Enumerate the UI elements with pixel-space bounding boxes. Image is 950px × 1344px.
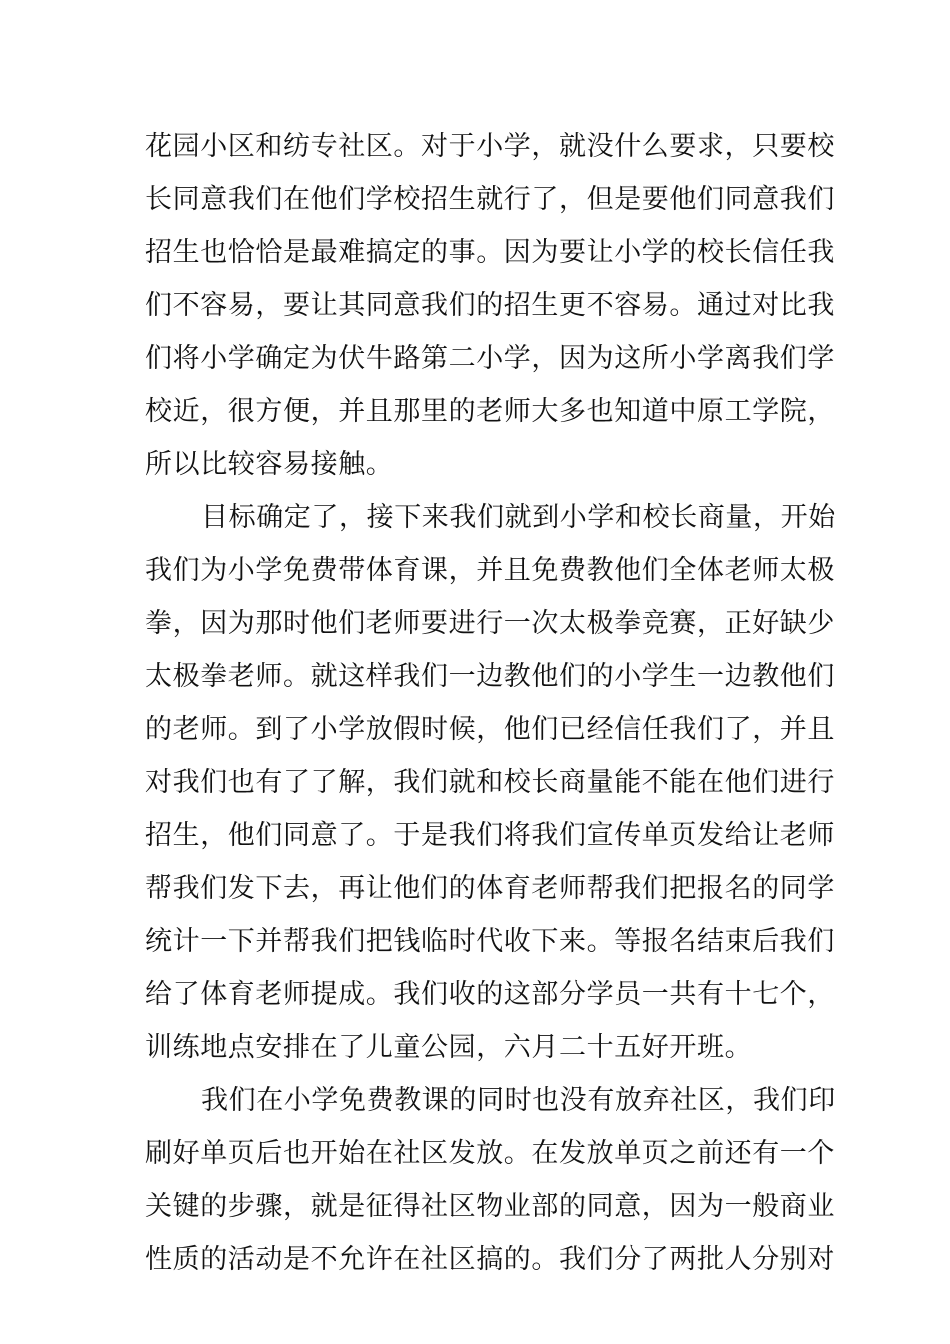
text-line: 关键的步骤，就是征得社区物业部的同意，因为一般商业 (145, 1191, 835, 1222)
text-line: 花园小区和纺专社区。对于小学，就没什么要求，只要校 (145, 131, 835, 162)
text-line: 训练地点安排在了儿童公园，六月二十五好开班。 (145, 1032, 753, 1063)
text-line: 给了体育老师提成。我们收的这部分学员一共有十七个， (145, 979, 835, 1010)
text-line: 拳，因为那时他们老师要进行一次太极拳竞赛，正好缺少 (145, 608, 835, 639)
text-line: 我们在小学免费教课的同时也没有放弃社区，我们印 (201, 1085, 836, 1116)
paragraph (145, 1074, 836, 1286)
text-line: 所以比较容易接触。 (145, 449, 394, 480)
text-line: 们不容易，要让其同意我们的招生更不容易。通过对比我 (145, 290, 835, 321)
text-line: 统计一下并帮我们把钱临时代收下来。等报名结束后我们 (145, 926, 835, 957)
text-line: 帮我们发下去，再让他们的体育老师帮我们把报名的同学 (145, 873, 835, 904)
paragraph (145, 491, 836, 1074)
text-line: 刷好单页后也开始在社区发放。在发放单页之前还有一个 (145, 1138, 835, 1169)
text-line: 的老师。到了小学放假时候，他们已经信任我们了，并且 (145, 714, 835, 745)
text-line: 我们为小学免费带体育课，并且免费教他们全体老师太极 (145, 555, 835, 586)
body-text (145, 120, 836, 1286)
text-line: 招生，他们同意了。于是我们将我们宣传单页发给让老师 (145, 820, 835, 851)
text-line: 校近，很方便，并且那里的老师大多也知道中原工学院， (145, 396, 835, 427)
text-line: 对我们也有了了解，我们就和校长商量能不能在他们进行 (145, 767, 835, 798)
text-line: 目标确定了，接下来我们就到小学和校长商量，开始 (201, 502, 836, 533)
text-line: 太极拳老师。就这样我们一边教他们的小学生一边教他们 (145, 661, 835, 692)
paragraph (145, 120, 835, 491)
text-line: 长同意我们在他们学校招生就行了，但是要他们同意我们 (145, 184, 835, 215)
text-line: 招生也恰恰是最难搞定的事。因为要让小学的校长信任我 (145, 237, 835, 268)
text-line: 性质的活动是不允许在社区搞的。我们分了两批人分别对 (145, 1244, 835, 1275)
text-line: 们将小学确定为伏牛路第二小学，因为这所小学离我们学 (145, 343, 835, 374)
